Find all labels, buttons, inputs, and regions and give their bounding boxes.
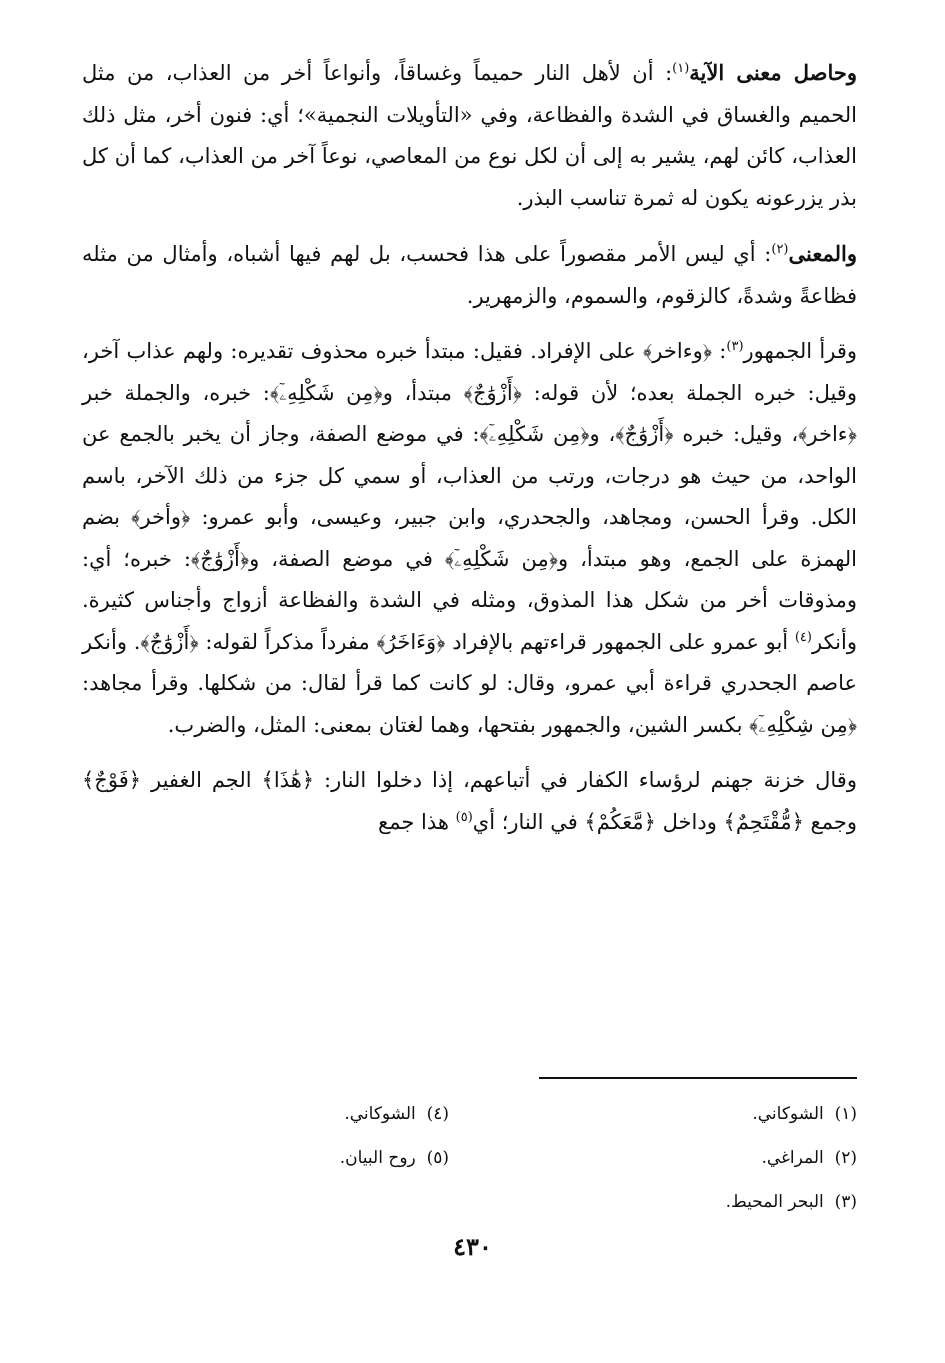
footnotes-right-column	[497, 1092, 857, 1224]
paragraph-4	[82, 760, 857, 843]
footnote-separator	[539, 1077, 857, 1079]
paragraph-text: : أن لأهل النار حميماً وغساقاً، وأنواعاً أخر من العذاب، من مثل الحميم والغساق في الشدة والفظاعة، وفي «التأويلات النجمية»؛ أي: فنون أخر، مثل ذلك العذاب، كائن لهم، يشير به إلى أن لكل نوع من المعاصي، نوعاً آخر من العذاب، كما أن كل بذر يزرعونه يكون له ثمرة تناسب البذر.	[82, 61, 857, 210]
footnote	[89, 1136, 449, 1180]
footnote-ref: (٣)	[726, 339, 744, 354]
footnote-number: (٥)	[426, 1148, 449, 1168]
footnote-number: (١)	[834, 1104, 857, 1124]
footnote-ref: (٤)	[794, 629, 812, 645]
paragraph-text: هذا جمع	[378, 809, 456, 834]
footnote-text: الشوكاني.	[752, 1104, 824, 1124]
page-number: ٤٣٠	[453, 1232, 492, 1261]
paragraph-1	[82, 52, 857, 219]
footnote-ref: (٥)	[455, 809, 473, 825]
paragraph-lead: والمعنى	[788, 241, 857, 266]
footnote	[89, 1092, 449, 1136]
paragraph-text: وقرأ الجمهور	[743, 339, 858, 363]
paragraph-2	[82, 233, 857, 317]
footnote-text: المراغي.	[761, 1148, 824, 1168]
footnote-ref: (١)	[672, 61, 690, 76]
paragraph-lead: وحاصل معنى الآية	[689, 60, 857, 85]
footnote-text: الشوكاني.	[344, 1104, 416, 1124]
paragraph-text: أبو عمرو على الجمهور قراءتهم بالإفراد ﴿وَءَاخَرُ﴾ مفرداً مذكراً لقوله: ﴿أَزْوَٰجٌ﴾. وأنكر عاصم الجحدري قراءة أبي عمرو، وقال: لو كانت كما قرأ لقال: من شكلها. وقرأ مجاهد: ﴿مِن شِكْلِهِۦٓ﴾ بكسر الشين، والجمهور بفتحها، وهما لغتان بمعنى: المثل، والضرب.	[82, 629, 857, 737]
footnote-number: (٢)	[834, 1148, 857, 1168]
paragraph-text: : ﴿وءاخر﴾ على الإفراد. فقيل: مبتدأ خبره محذوف تقديره: ولهم عذاب آخر، وقيل: خبره الجملة بعده؛ لأن قوله: ﴿أَزْوَٰجٌ﴾ مبتدأ، و﴿مِن شَكْلِهِۦٓ﴾: خبره، والجملة خبر ﴿ءاخر﴾، وقيل: خبره ﴿أَزْوَٰجٌ﴾، و﴿مِن شَكْلِهِۦٓ﴾: في موضع الصفة، وجاز أن يخبر بالجمع عن الواحد، من حيث هو درجات، ورتب من العذاب، أو سمي كل جزء من ذلك الآخر، باسم الكل. وقرأ الحسن، ومجاهد، والجحدري، وابن جبير، وعيسى، وأبو عمرو: ﴿وأخر﴾ بضم الهمزة على الجمع، وهو مبتدأ، و﴿مِن شَكْلِهِۦٓ﴾ في موضع الصفة، و﴿أَزْوَٰجٌ﴾: خبره؛ أي: ومذوقات أخر من شكل هذا المذوق، ومثله في الشدة والفظاعة أزواج وأجناس كثيرة. وأنكر	[82, 339, 857, 654]
paragraph-3	[82, 331, 857, 746]
paragraph-text: : أي ليس الأمر مقصوراً على هذا فحسب، بل لهم فيها أشباه، وأمثال من مثله فظاعةً وشدةً، كالزقوم، والسموم، والزمهرير.	[82, 242, 857, 308]
paragraph-text: وقال خزنة جهنم لرؤساء الكفار في أتباعهم، إذا دخلوا النار: ﴿هَٰذَا﴾ الجم الغفير ﴿فَوْجٌ﴾ وجمع ﴿مُّقْتَحِمٌ﴾ وداخل ﴿مَّعَكُمْ﴾ في النار؛ أي	[82, 768, 857, 834]
footnotes-left-column	[89, 1092, 449, 1180]
footnote-number: (٣)	[834, 1192, 857, 1212]
footnote	[497, 1092, 857, 1136]
footnote-number: (٤)	[426, 1104, 449, 1124]
footnote-ref: (٢)	[771, 242, 789, 257]
footnote-text: البحر المحيط.	[725, 1192, 824, 1212]
footnote-text: روح البيان.	[339, 1148, 416, 1168]
footnote	[497, 1136, 857, 1180]
footnote	[497, 1180, 857, 1224]
